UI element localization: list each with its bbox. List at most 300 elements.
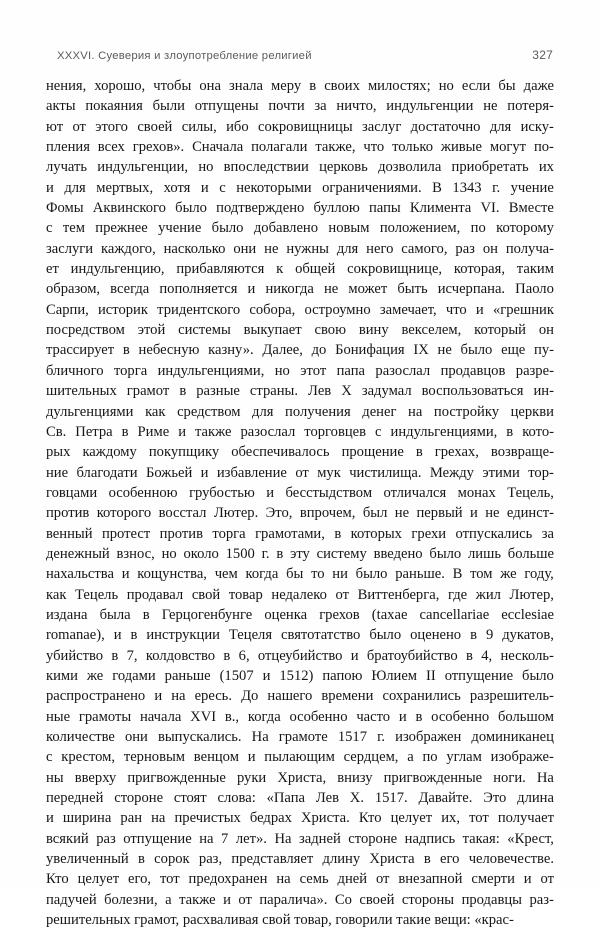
- text-word: и: [200, 179, 209, 196]
- text-word: не: [483, 98, 498, 115]
- text-word: может: [348, 281, 388, 298]
- text-word: лет».: [235, 830, 267, 847]
- text-word: раньше.: [395, 566, 445, 583]
- text-word: и: [350, 647, 359, 664]
- text-line: [46, 117, 554, 137]
- text-word: не: [264, 240, 279, 257]
- text-word: количестве: [46, 729, 115, 745]
- text-word: достаточно: [410, 118, 481, 135]
- text-word: «Папа: [266, 790, 305, 807]
- text-word: и: [523, 871, 532, 888]
- text-word: были: [152, 98, 185, 115]
- text-word: мертвых,: [96, 179, 154, 196]
- text-word: углам: [446, 749, 482, 766]
- text-word: но: [438, 78, 454, 94]
- text-line: решительных грамот, расхваливая свой товар, говорили такие вещи: «крас-: [46, 912, 514, 929]
- text-word: меру: [271, 78, 302, 94]
- text-word: кими: [46, 667, 78, 684]
- text-word: паралича».: [259, 891, 328, 908]
- text-word: в: [309, 78, 317, 94]
- text-word: Между: [429, 464, 474, 481]
- text-word: человечестве.: [468, 851, 554, 868]
- text-line: [46, 869, 554, 889]
- text-word: На: [274, 830, 292, 847]
- text-word: грехи: [411, 525, 447, 542]
- text-word: Вместе: [508, 200, 554, 217]
- text-word: в: [130, 627, 138, 644]
- text-word: учение: [510, 179, 554, 196]
- text-line: [46, 259, 554, 279]
- text-word: некоторыми: [236, 179, 312, 196]
- text-word: покупщику: [148, 444, 220, 461]
- text-word: постройку: [433, 403, 500, 420]
- text-word: дней: [337, 871, 368, 888]
- text-word: протест: [101, 525, 151, 542]
- text-word: было: [355, 566, 388, 583]
- text-word: бесстыдством: [285, 484, 373, 501]
- text-word: грехов».: [132, 139, 185, 156]
- text-word: «Крест,: [507, 830, 554, 847]
- text-word: недалеко: [271, 586, 327, 603]
- text-line: [46, 402, 554, 422]
- text-word: на: [276, 871, 291, 888]
- text-line: [46, 829, 554, 849]
- text-word: а: [407, 749, 414, 766]
- text-word: же: [500, 566, 517, 583]
- text-word: которых: [350, 525, 402, 542]
- text-word: оценка: [264, 606, 308, 623]
- text-word: чем: [214, 566, 238, 583]
- text-word: на: [171, 688, 186, 705]
- text-word: по-: [533, 139, 554, 156]
- text-word: церковь: [319, 159, 368, 176]
- text-word: каждому: [82, 444, 137, 461]
- text-word: хорошо,: [94, 78, 146, 94]
- text-word: длину: [322, 851, 361, 868]
- text-word: монах: [457, 484, 496, 501]
- text-line: [46, 340, 554, 360]
- text-word: грамоты: [78, 708, 132, 725]
- text-word: индульгенции,: [97, 159, 189, 176]
- text-word: 7,: [126, 647, 138, 664]
- text-line: [46, 808, 554, 828]
- text-word: раз,: [198, 851, 223, 868]
- text-line: [46, 564, 554, 584]
- text-word: воспользоваться: [421, 383, 524, 400]
- text-word: стороны: [401, 891, 455, 908]
- text-word: Кто: [358, 810, 382, 827]
- text-word: от: [72, 118, 86, 135]
- text-word: индульгенциями,: [390, 423, 498, 440]
- text-word: стороне: [348, 830, 398, 847]
- text-word: несколь-: [500, 647, 554, 664]
- text-word: целует: [77, 871, 120, 888]
- text-word: IX: [413, 342, 429, 359]
- text-word: на: [408, 403, 423, 420]
- text-word: разослал: [375, 362, 431, 379]
- text-line: [46, 483, 554, 503]
- text-word: грехах,: [434, 444, 479, 461]
- text-word: XVI: [190, 708, 217, 725]
- text-word: II: [426, 667, 436, 684]
- text-word: отпускались: [455, 525, 533, 542]
- text-word: они: [233, 240, 257, 257]
- text-word: Лев: [308, 383, 332, 400]
- text-word: положением,: [379, 220, 461, 237]
- text-word: Лютер,: [509, 586, 554, 603]
- text-word: В: [452, 566, 463, 583]
- text-word: и: [262, 667, 271, 684]
- text-word: тридентского: [157, 301, 241, 318]
- text-word: изображе-: [490, 749, 554, 766]
- text-word: не: [437, 342, 452, 359]
- text-word: вверху: [74, 769, 117, 786]
- text-word: и: [200, 464, 209, 481]
- text-line: [46, 463, 554, 483]
- text-word: денежный: [46, 545, 110, 562]
- text-word: венцом: [193, 749, 239, 766]
- text-word: разослал: [240, 423, 296, 440]
- text-word: этот: [300, 362, 327, 379]
- text-word: и: [469, 505, 478, 522]
- text-word: особенною: [108, 484, 178, 501]
- text-word: святотатство: [281, 627, 361, 644]
- text-word: нения,: [46, 78, 87, 94]
- text-word: но: [274, 362, 290, 379]
- text-word: рых: [46, 444, 71, 461]
- text-word: слова:: [217, 790, 256, 807]
- text-word: даже: [523, 78, 554, 94]
- text-word: падучей: [46, 891, 97, 908]
- text-word: свой: [191, 586, 221, 603]
- text-word: избавление: [216, 464, 287, 481]
- text-word: которого: [96, 505, 152, 522]
- text-word: заслуги: [46, 240, 94, 257]
- text-word: он: [482, 240, 498, 257]
- text-word: как: [145, 403, 166, 420]
- text-word: лишь: [468, 545, 501, 562]
- text-word: папа: [336, 362, 365, 379]
- text-word: и: [266, 484, 275, 501]
- text-word: сорок: [154, 851, 190, 868]
- text-line: [46, 686, 554, 706]
- text-word: мук: [317, 464, 341, 481]
- text-word: пречистых: [174, 810, 241, 827]
- text-word: было: [460, 342, 493, 359]
- text-word: до: [311, 342, 327, 359]
- text-word: казну».: [208, 342, 254, 359]
- text-word: его,: [128, 871, 152, 888]
- text-word: говцами: [46, 484, 98, 501]
- text-word: стороне: [114, 790, 164, 807]
- text-word: убийство: [46, 647, 104, 664]
- text-line: [46, 300, 554, 320]
- text-word: всегда: [110, 281, 150, 298]
- text-word: еще: [501, 342, 526, 359]
- text-word: 1500: [225, 545, 255, 562]
- text-word: всех: [97, 139, 125, 156]
- text-word: На: [251, 729, 269, 745]
- text-line: [46, 646, 554, 666]
- text-line: [46, 422, 554, 442]
- text-word: а: [165, 891, 172, 908]
- text-word: В: [432, 179, 442, 196]
- text-word: распространено: [46, 688, 146, 705]
- text-word: Кто: [46, 871, 69, 888]
- text-word: против: [159, 525, 203, 542]
- text-word: историк: [97, 301, 148, 318]
- text-line: [46, 585, 554, 605]
- text-word: выпускались.: [157, 729, 242, 745]
- text-word: в: [466, 647, 473, 664]
- text-word: добавлено: [253, 220, 319, 237]
- text-word: и: [46, 179, 54, 196]
- text-word: и: [121, 566, 130, 583]
- text-word: этого: [95, 118, 128, 135]
- text-line: [46, 666, 554, 686]
- text-word: Тецель: [75, 586, 119, 603]
- text-word: сокровищницы: [258, 118, 353, 135]
- text-word: семь: [299, 871, 329, 888]
- text-word: Риме: [137, 423, 170, 440]
- text-word: г.: [261, 545, 270, 562]
- text-word: пу-: [534, 342, 554, 359]
- text-word: нахальства: [46, 566, 114, 583]
- text-word: был: [362, 505, 388, 522]
- text-word: в: [179, 383, 187, 400]
- text-word: своей: [137, 118, 173, 135]
- text-word: полагали: [251, 139, 308, 156]
- text-word: бы: [498, 78, 516, 94]
- text-word: и: [398, 708, 407, 725]
- text-word: трассирует: [46, 342, 115, 359]
- text-word: болезни,: [104, 891, 158, 908]
- text-word: крестом,: [61, 749, 116, 766]
- text-word: Лютер.: [213, 505, 259, 522]
- text-word: раз: [96, 830, 116, 847]
- text-word: в: [138, 851, 145, 868]
- text-word: начала: [139, 708, 182, 725]
- text-word: времени: [321, 688, 374, 705]
- text-word: инструкции: [146, 627, 220, 644]
- text-line: [46, 503, 554, 523]
- text-line: [46, 768, 554, 788]
- text-word: когда: [245, 566, 279, 583]
- text-word: системы: [178, 322, 231, 339]
- text-word: разрешитель-: [469, 688, 554, 705]
- text-line: [46, 707, 554, 727]
- text-word: покаяния: [85, 98, 143, 115]
- text-word: с: [219, 179, 226, 196]
- text-word: Виттенберга,: [357, 586, 440, 603]
- text-word: было: [211, 220, 244, 237]
- text-word: в: [415, 708, 423, 725]
- text-word: если: [461, 78, 491, 94]
- text-word: небесную: [138, 342, 200, 359]
- text-word: общей: [295, 261, 336, 278]
- text-word: торговцев: [304, 423, 367, 440]
- text-word: сердцем,: [343, 749, 399, 766]
- text-word: cancellariae: [419, 606, 490, 623]
- text-word: Это: [483, 790, 507, 807]
- text-word: которая,: [453, 261, 505, 278]
- text-line: [46, 279, 554, 299]
- text-word: Юлием: [371, 667, 418, 684]
- text-word: их,: [441, 810, 460, 827]
- text-word: хотя: [163, 179, 191, 196]
- text-word: восстал: [158, 505, 207, 522]
- text-word: (taxae: [371, 606, 408, 623]
- text-word: задней: [299, 830, 341, 847]
- text-line: [46, 544, 554, 564]
- text-word: кото-: [522, 423, 554, 440]
- text-word: от: [238, 891, 252, 908]
- text-word: году,: [524, 566, 554, 583]
- text-word: разные: [196, 383, 240, 400]
- text-word: было: [522, 667, 554, 684]
- text-word: Божьей: [145, 464, 193, 481]
- text-word: получения: [285, 403, 351, 420]
- text-word: 9: [485, 627, 494, 644]
- text-word: целует: [390, 810, 433, 827]
- text-word: на: [151, 810, 166, 827]
- text-word: пригвожденные: [127, 769, 226, 786]
- text-word: прибавляются: [176, 261, 265, 278]
- text-word: нужны: [286, 240, 329, 257]
- text-word: когда: [247, 708, 281, 725]
- text-word: с: [46, 220, 53, 237]
- text-word: шительных: [46, 383, 117, 400]
- text-word: изображен: [395, 729, 462, 745]
- text-word: дукатов,: [502, 627, 554, 644]
- text-word: Христа,: [277, 769, 327, 786]
- text-word: пополняется: [159, 281, 238, 298]
- text-word: смерти: [471, 871, 515, 888]
- text-word: Тецеля: [228, 627, 273, 644]
- text-word: иску-: [520, 118, 554, 135]
- text-word: как: [46, 586, 67, 603]
- text-line: [46, 788, 554, 808]
- text-word: него: [366, 240, 394, 257]
- text-word: внезапной: [398, 871, 463, 888]
- text-word: терновым: [123, 749, 186, 766]
- text-word: не: [485, 505, 500, 522]
- text-word: оценено: [410, 627, 462, 644]
- text-word: и: [46, 810, 54, 827]
- text-word: Сначала: [192, 139, 244, 156]
- text-word: 7: [221, 830, 229, 847]
- text-word: для: [336, 240, 359, 257]
- text-word: г.: [492, 179, 501, 196]
- text-word: братоубийство: [366, 647, 458, 664]
- text-word: грамотами,: [255, 525, 325, 542]
- text-word: и: [223, 891, 231, 908]
- text-word: ширина: [62, 810, 112, 827]
- text-word: Климента: [409, 200, 472, 217]
- text-word: в: [111, 647, 119, 664]
- text-word: с: [375, 423, 382, 440]
- text-line: [46, 605, 554, 625]
- text-word: VI.: [480, 200, 500, 217]
- text-word: и: [113, 627, 122, 644]
- text-word: и: [178, 423, 186, 440]
- text-word: образом,: [46, 281, 101, 298]
- text-word: том: [470, 566, 493, 583]
- text-word: ин-: [533, 383, 554, 400]
- text-line: [46, 218, 554, 238]
- text-word: X.: [349, 790, 364, 807]
- text-word: отпущение: [444, 667, 514, 684]
- text-word: посредством: [46, 322, 125, 339]
- text-word: и: [475, 301, 484, 318]
- text-word: за: [541, 525, 554, 542]
- text-line: [46, 381, 554, 401]
- text-line: [46, 96, 554, 116]
- text-word: продавцов: [440, 362, 506, 379]
- text-word: акты: [46, 98, 76, 115]
- text-word: ибо: [226, 118, 249, 135]
- text-word: могут: [489, 139, 527, 156]
- text-word: в: [423, 851, 431, 868]
- text-word: благодати: [76, 464, 138, 481]
- text-word: 4,: [481, 647, 493, 664]
- text-word: грубостью: [189, 484, 255, 501]
- text-line: [46, 524, 554, 544]
- text-word: руки: [236, 769, 267, 786]
- text-line: [46, 849, 554, 869]
- text-word: X: [341, 383, 352, 400]
- text-word: грехов: [319, 606, 360, 623]
- text-word: эту: [290, 545, 310, 562]
- text-word: чтобы: [153, 78, 192, 94]
- text-word: пления: [46, 139, 90, 156]
- text-line: [46, 747, 554, 767]
- text-word: особенно: [289, 708, 348, 725]
- text-word: romanae),: [46, 627, 105, 644]
- text-word: быть: [397, 281, 428, 298]
- text-word: страны.: [249, 383, 298, 400]
- text-word: впрочем,: [299, 505, 356, 522]
- text-word: доминиканец: [471, 729, 554, 745]
- text-word: от: [540, 871, 554, 888]
- text-word: около: [183, 545, 219, 562]
- text-word: Лев: [315, 790, 339, 807]
- text-word: в: [415, 444, 423, 461]
- text-word: прощение: [341, 444, 404, 461]
- text-word: в: [506, 423, 514, 440]
- text-word: жил: [475, 586, 501, 603]
- text-word: торга: [113, 362, 148, 379]
- text-word: надпись: [404, 830, 456, 847]
- text-word: товар: [228, 586, 263, 603]
- text-word: что: [363, 139, 385, 156]
- text-word: в: [334, 525, 342, 542]
- text-word: бы: [286, 566, 304, 583]
- text-word: ны: [46, 769, 64, 786]
- text-word: введено: [373, 545, 423, 562]
- text-word: живые: [440, 139, 482, 156]
- text-word: отпущение: [123, 830, 192, 847]
- text-line: [46, 178, 554, 198]
- text-word: буллою: [313, 200, 360, 217]
- text-word: нашего: [267, 688, 313, 705]
- text-word: (1507: [219, 667, 254, 684]
- text-word: который: [474, 322, 526, 339]
- text-word: он: [538, 322, 554, 339]
- text-word: никогда: [265, 281, 314, 298]
- text-word: увеличенный: [46, 851, 129, 868]
- text-word: остроумно: [304, 301, 371, 318]
